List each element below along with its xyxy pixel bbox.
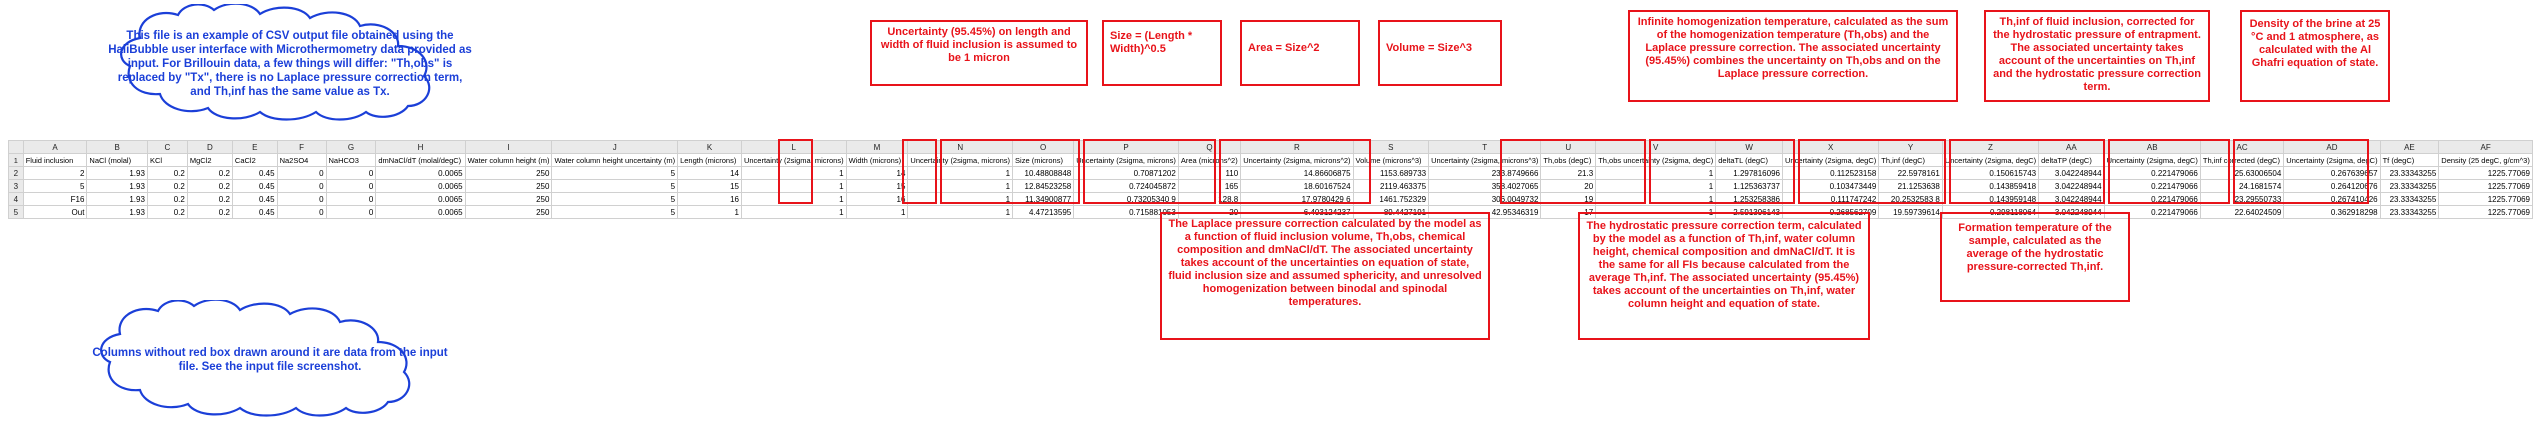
table-row[interactable] (9, 180, 2533, 193)
cell[interactable]: 0 (277, 180, 326, 193)
cell[interactable]: 0.112523158 (1782, 167, 1878, 180)
cell[interactable]: 19.59739614 (1879, 206, 1943, 219)
cell[interactable]: 25.63006504 (2200, 167, 2283, 180)
cell[interactable]: 22.5978161 (1879, 167, 1943, 180)
cell[interactable]: 0.150615743 (1942, 167, 2038, 180)
cell[interactable]: 0.2 (147, 193, 187, 206)
note-thinf-corrected: Th,inf of fluid inclusion, corrected for the hydrostatic pressure of entrapment. The associated uncertainty takes account of the uncertainties on Th,inf and the hydrostatic pressure correction term. (1993, 16, 2201, 93)
cell[interactable]: 12.84523258 (1013, 180, 1074, 193)
spreadsheet[interactable] (8, 140, 2533, 219)
header-cell: Th,inf (degC) (1879, 154, 1943, 167)
cell[interactable]: 0 (277, 206, 326, 219)
cell[interactable]: 306.0049732 (1429, 193, 1541, 206)
row-number[interactable]: 2 (9, 167, 24, 180)
header-cell: Th,inf corrected (degC) (2200, 154, 2283, 167)
cell[interactable]: 17 (1541, 206, 1596, 219)
column-letter-cell[interactable]: P (1074, 141, 1179, 154)
intro-callout (80, 4, 500, 124)
cell[interactable]: 0.221479066 (2104, 167, 2200, 180)
cell[interactable]: 0.221479066 (2104, 206, 2200, 219)
header-cell: Water column height uncertainty (m) (552, 154, 678, 167)
column-letter-cell[interactable]: A (23, 141, 87, 154)
cell[interactable]: 0.298118064 (1942, 206, 2038, 219)
cell[interactable]: 19 (1541, 193, 1596, 206)
column-letter-cell[interactable]: E (232, 141, 277, 154)
cell[interactable]: 5 (552, 193, 678, 206)
cell[interactable]: 2 (23, 167, 87, 180)
cell[interactable]: 250 (465, 206, 552, 219)
cell[interactable]: 5 (552, 167, 678, 180)
cell[interactable]: 1225.77069 (2439, 167, 2533, 180)
cell[interactable]: 1 (741, 206, 846, 219)
cell[interactable]: 1.297816096 (1716, 167, 1783, 180)
cell[interactable]: 23.29550733 (2200, 193, 2283, 206)
cell[interactable]: 14 (678, 167, 742, 180)
cell[interactable]: 0.715881053 (1074, 206, 1179, 219)
column-letter-cell[interactable]: AC (2200, 141, 2283, 154)
cell[interactable]: 5 (552, 206, 678, 219)
column-letter-cell[interactable]: C (147, 141, 187, 154)
cell[interactable]: 42.95346319 (1429, 206, 1541, 219)
cell[interactable]: 6.403124237 (1241, 206, 1353, 219)
cell[interactable]: 1225.77069 (2439, 193, 2533, 206)
cell[interactable]: 0.45 (232, 167, 277, 180)
cell[interactable]: 0.2 (187, 206, 232, 219)
cell[interactable]: 0.0065 (376, 167, 465, 180)
cell[interactable]: Out (23, 206, 87, 219)
header-cell: Uncertainty (2sigma, degC) (1942, 154, 2038, 167)
cell[interactable]: 0.2 (147, 167, 187, 180)
header-cell: Volume (microns^3) (1353, 154, 1429, 167)
header-cell: Th,obs (degC) (1541, 154, 1596, 167)
cell[interactable]: 89.4427191 (1353, 206, 1429, 219)
cell[interactable]: 0.143859418 (1942, 180, 2038, 193)
cell[interactable]: 14 (846, 167, 908, 180)
column-letter-cell[interactable] (9, 141, 24, 154)
column-letter-cell[interactable]: S (1353, 141, 1429, 154)
table-row[interactable] (9, 167, 2533, 180)
cell[interactable]: 1 (908, 193, 1013, 206)
cell[interactable]: 1.93 (87, 167, 148, 180)
cell[interactable]: 0.267639657 (2284, 167, 2380, 180)
cell[interactable]: 0.2 (147, 206, 187, 219)
table-row[interactable] (9, 206, 2533, 219)
note-density: Density of the brine at 25 °C and 1 atmosphere, as calculated with the Al Ghafri equation of state. (2249, 18, 2381, 69)
cell[interactable]: 0.268562709 (1782, 206, 1878, 219)
cell[interactable]: 20.2532583 8 (1879, 193, 1943, 206)
cell[interactable]: 0 (326, 193, 376, 206)
cell[interactable]: 358.4027065 (1429, 180, 1541, 193)
header-cell: Th,obs uncertainty (2sigma, degC) (1596, 154, 1716, 167)
cell[interactable]: 0.267410426 (2284, 193, 2380, 206)
cell[interactable]: 233.8749666 (1429, 167, 1541, 180)
column-letter-cell[interactable]: F (277, 141, 326, 154)
header-cell: NaHCO3 (326, 154, 376, 167)
cell[interactable]: 0.264120676 (2284, 180, 2380, 193)
cell[interactable]: 250 (465, 193, 552, 206)
column-letter-row (9, 141, 2533, 154)
header-cell: Length (microns) (678, 154, 742, 167)
note-area: Area = Size^2 (1248, 42, 1320, 54)
cell[interactable]: 15 (678, 180, 742, 193)
cell[interactable]: 0.221479066 (2104, 180, 2200, 193)
cell[interactable]: 23.33343255 (2380, 180, 2439, 193)
cell[interactable]: 1225.77069 (2439, 180, 2533, 193)
cell[interactable]: 0.111747242 (1782, 193, 1878, 206)
row-number[interactable]: 4 (9, 193, 24, 206)
cell[interactable]: 1.93 (87, 180, 148, 193)
cell[interactable]: F16 (23, 193, 87, 206)
column-letter-cell[interactable]: W (1716, 141, 1783, 154)
row-number[interactable]: 1 (9, 154, 24, 167)
header-cell: Uncertainty (2sigma, microns) (908, 154, 1013, 167)
column-letter-cell[interactable]: R (1241, 141, 1353, 154)
column-letter-cell[interactable]: K (678, 141, 742, 154)
column-letter-cell[interactable]: H (376, 141, 465, 154)
column-letter-cell[interactable]: AA (2039, 141, 2104, 154)
header-cell: dmNaCl/dT (molal/degC) (376, 154, 465, 167)
cell[interactable]: 1 (741, 193, 846, 206)
cell[interactable]: 1 (1596, 167, 1716, 180)
cell[interactable]: 1.253258386 (1716, 193, 1783, 206)
cell[interactable]: 3.042248944 (2039, 206, 2104, 219)
column-letter-cell[interactable]: G (326, 141, 376, 154)
column-letter-cell[interactable]: AB (2104, 141, 2200, 154)
cell[interactable]: 250 (465, 167, 552, 180)
note-hydrostatic: The hydrostatic pressure correction term, calculated by the model as a function of Th,inf, water column height, chemical composition and dmNaCl/dT. It is the same for all FIs because calculated from the average Th,inf. The associated uncertainty (95.45%) takes account of the uncertainties on Th,inf, water column height and equation of state. (1586, 220, 1862, 310)
header-cell: Area (microns^2) (1178, 154, 1240, 167)
cell[interactable]: 2.591396143 (1716, 206, 1783, 219)
header-cell: KCl (147, 154, 187, 167)
cell[interactable]: 3.042248944 (2039, 180, 2104, 193)
header-cell: Uncertainty (2sigma, degC) (1782, 154, 1878, 167)
cell[interactable]: 0.45 (232, 206, 277, 219)
cell[interactable]: 17.9780429 6 (1241, 193, 1353, 206)
cell[interactable]: 23.33343255 (2380, 193, 2439, 206)
cell[interactable]: 22.64024509 (2200, 206, 2283, 219)
note-formation-temperature: Formation temperature of the sample, calculated as the average of the hydrostatic pressure-corrected Th,inf. (1958, 222, 2112, 273)
cell[interactable]: 15 (846, 180, 908, 193)
cell[interactable]: 21.1253638 (1879, 180, 1943, 193)
cell[interactable]: 11.34900877 (1013, 193, 1074, 206)
header-cell: Uncertainty (2sigma, degC) (2104, 154, 2200, 167)
cell[interactable]: 1153.689733 (1353, 167, 1429, 180)
header-cell: Density (25 degC, g/cm^3) (2439, 154, 2533, 167)
spreadsheet-body[interactable] (9, 154, 2533, 219)
cell[interactable]: 5 (23, 180, 87, 193)
cell[interactable]: 1 (908, 180, 1013, 193)
header-cell: Uncertainty (2sigma, degC) (2284, 154, 2380, 167)
cell[interactable]: 18.60167524 (1241, 180, 1353, 193)
cell[interactable]: 3.042248944 (2039, 193, 2104, 206)
header-cell: Uncertainty (2sigma, microns) (741, 154, 846, 167)
cell[interactable]: 0.0065 (376, 206, 465, 219)
column-letter-cell[interactable]: L (741, 141, 846, 154)
column-letter-cell[interactable]: Q (1178, 141, 1240, 154)
cell[interactable]: 24.1681574 (2200, 180, 2283, 193)
cell[interactable]: 0.221479066 (2104, 193, 2200, 206)
header-cell: deltaTL (degC) (1716, 154, 1783, 167)
note-laplace: The Laplace pressure correction calculated by the model as a function of fluid inclusion volume, Th,obs, chemical composition and dmNaCl/dT. The associated uncertainty takes account of the uncertainties on equation of state, fluid inclusion size and assumed sphericity, and unresolved homogenization between binodal and spinodal temperatures. (1168, 218, 1482, 308)
column-letter-cell[interactable]: AD (2284, 141, 2380, 154)
cell[interactable]: 16 (846, 193, 908, 206)
row-number[interactable]: 5 (9, 206, 24, 219)
header-cell: deltaTP (degC) (2039, 154, 2104, 167)
intro-callout-text: This file is an example of CSV output file obtained using the HaliBubble user interface with Microthermometry data provided as input. For Brillouin data, a few things will differ: "Th,obs" is replaced by "Tx", there is no Laplace pressure correction term, and Th,inf has the same value as Tx. (108, 30, 472, 98)
cell[interactable]: 1461.752329 (1353, 193, 1429, 206)
column-letter-cell[interactable]: AE (2380, 141, 2439, 154)
cell[interactable]: 0 (326, 180, 376, 193)
column-letter-cell[interactable]: B (87, 141, 148, 154)
note-volume: Volume = Size^3 (1386, 42, 1473, 54)
cell[interactable]: 0.2 (147, 180, 187, 193)
column-letter-cell[interactable]: J (552, 141, 678, 154)
cell[interactable]: 1 (908, 206, 1013, 219)
cell[interactable]: 165 (1178, 180, 1240, 193)
cell[interactable]: 1 (1596, 206, 1716, 219)
cell[interactable]: 1225.77069 (2439, 206, 2533, 219)
note-size: Size = (Length * Width)^0.5 (1110, 30, 1193, 55)
column-letter-cell[interactable]: AF (2439, 141, 2533, 154)
cell[interactable]: 0 (326, 167, 376, 180)
cell[interactable]: 21.3 (1541, 167, 1596, 180)
cell[interactable]: 0.73205340 9 (1074, 193, 1179, 206)
cell[interactable]: 1.93 (87, 206, 148, 219)
header-cell: Uncertainty (2sigma, microns) (1074, 154, 1179, 167)
cell[interactable]: 0.2 (187, 180, 232, 193)
input-file-callout-text: Columns without red box drawn around it are data from the input file. See the input file screenshot. (92, 347, 448, 373)
column-letter-cell[interactable]: N (908, 141, 1013, 154)
note-thinf: Infinite homogenization temperature, calculated as the sum of the homogenization temperature (Th,obs) and the Laplace pressure correction. The associated uncertainty (95.45%) combines the uncertainty on Th,obs and on the Laplace pressure correction. (1637, 16, 1949, 80)
header-cell: Uncertainty (2sigma, microns^3) (1429, 154, 1541, 167)
cell[interactable]: 0.143959148 (1942, 193, 2038, 206)
cell[interactable]: 0 (277, 167, 326, 180)
cell[interactable]: 0.724045872 (1074, 180, 1179, 193)
header-cell: MgCl2 (187, 154, 232, 167)
cell[interactable]: 0.0065 (376, 180, 465, 193)
cell[interactable]: 23.33343255 (2380, 167, 2439, 180)
cell[interactable]: 20 (1178, 206, 1240, 219)
header-cell: Tf (degC) (2380, 154, 2439, 167)
column-letter-cell[interactable]: Z (1942, 141, 2038, 154)
cell[interactable]: 3.042248944 (2039, 167, 2104, 180)
cell[interactable]: 1.125363737 (1716, 180, 1783, 193)
cell[interactable]: 0.0065 (376, 193, 465, 206)
cell[interactable]: 10.48808848 (1013, 167, 1074, 180)
column-letter-cell[interactable]: X (1782, 141, 1878, 154)
header-cell: Uncertainty (2sigma, microns^2) (1241, 154, 1353, 167)
cell[interactable]: 14.86606875 (1241, 167, 1353, 180)
input-file-callout (60, 300, 480, 420)
row-number[interactable]: 3 (9, 180, 24, 193)
column-letter-cell[interactable]: D (187, 141, 232, 154)
cell[interactable]: 23.33343255 (2380, 206, 2439, 219)
cell[interactable]: 0.45 (232, 193, 277, 206)
cell[interactable]: 0.2 (187, 193, 232, 206)
cell[interactable]: 0.103473449 (1782, 180, 1878, 193)
cell[interactable]: 1 (1596, 180, 1716, 193)
cell[interactable]: 2119.463375 (1353, 180, 1429, 193)
cell[interactable]: 0.2 (187, 167, 232, 180)
header-cell: CaCl2 (232, 154, 277, 167)
header-cell: Water column height (m) (465, 154, 552, 167)
header-cell: Fluid inclusion (23, 154, 87, 167)
header-cell: Size (microns) (1013, 154, 1074, 167)
cell[interactable]: 1 (846, 206, 908, 219)
column-letter-cell[interactable]: T (1429, 141, 1541, 154)
cell[interactable]: 128.8 (1178, 193, 1240, 206)
header-cell: Width (microns) (846, 154, 908, 167)
cell[interactable]: 4.47213595 (1013, 206, 1074, 219)
cell[interactable]: 0 (277, 193, 326, 206)
cell[interactable]: 1 (741, 167, 846, 180)
column-letter-cell[interactable]: I (465, 141, 552, 154)
cell[interactable]: 1.93 (87, 193, 148, 206)
header-cell: Na2SO4 (277, 154, 326, 167)
cell[interactable]: 1 (678, 206, 742, 219)
cell[interactable]: 1 (741, 180, 846, 193)
cell[interactable]: 250 (465, 180, 552, 193)
cell[interactable]: 1 (908, 167, 1013, 180)
cell[interactable]: 16 (678, 193, 742, 206)
cell[interactable]: 1 (1596, 193, 1716, 206)
column-letter-cell[interactable]: Y (1879, 141, 1943, 154)
cell[interactable]: 0.362918298 (2284, 206, 2380, 219)
cell[interactable]: 5 (552, 180, 678, 193)
table-header-row (9, 154, 2533, 167)
cell[interactable]: 20 (1541, 180, 1596, 193)
cell[interactable]: 0.70871202 (1074, 167, 1179, 180)
table-row[interactable] (9, 193, 2533, 206)
header-cell: NaCl (molal) (87, 154, 148, 167)
column-letter-cell[interactable]: O (1013, 141, 1074, 154)
column-letter-cell[interactable]: V (1596, 141, 1716, 154)
cell[interactable]: 110 (1178, 167, 1240, 180)
note-uncertainty-length-width: Uncertainty (95.45%) on length and width of fluid inclusion is assumed to be 1 micron (880, 26, 1078, 64)
column-letter-cell[interactable]: M (846, 141, 908, 154)
column-letter-cell[interactable]: U (1541, 141, 1596, 154)
cell[interactable]: 0.45 (232, 180, 277, 193)
cell[interactable]: 0 (326, 206, 376, 219)
